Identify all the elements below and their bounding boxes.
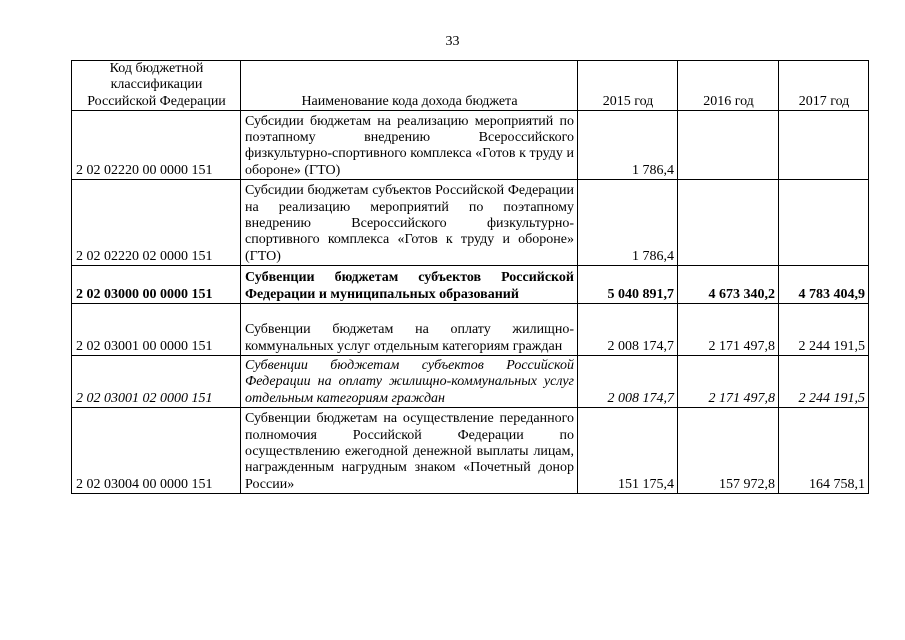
budget-revenue-table (71, 60, 869, 494)
budget-code-cell: 2 02 03001 00 0000 151 (72, 304, 241, 356)
table-row (72, 180, 869, 266)
income-name-cell: Субвенции бюджетам на оплату жилищно-коммунальных услуг отдельным категориям граждан (241, 304, 578, 356)
value-2017-cell (779, 111, 869, 180)
page-number: 33 (445, 34, 460, 49)
value-2016-cell: 4 673 340,2 (678, 266, 779, 304)
header-income-name: Наименование кода дохода бюджета (241, 61, 578, 111)
income-name-cell: Субвенции бюджетам субъектов Российской Федерации и муниципальных образований (241, 266, 578, 304)
header-year-2016: 2016 год (678, 61, 779, 111)
income-name-cell: Субвенции бюджетам на осуществление переданного полномочия Российской Федерации по осуществлению ежегодной денежной выплаты лицам, награжденным нагрудным знаком «Почетный донор России» (241, 408, 578, 494)
table-row (72, 304, 869, 356)
table-row (72, 111, 869, 180)
value-2017-cell: 2 244 191,5 (779, 304, 869, 356)
income-name-cell: Субсидии бюджетам на реализацию мероприятий по поэтапному внедрению Всероссийского физкультурно-спортивного комплекса «Готов к труду и обороне» (ГТО) (241, 111, 578, 180)
value-2015-cell: 1 786,4 (578, 180, 678, 266)
budget-code-cell: 2 02 03000 00 0000 151 (72, 266, 241, 304)
income-name-cell: Субсидии бюджетам субъектов Российской Федерации на реализацию мероприятий по поэтапному внедрению Всероссийского физкультурно-спортивного комплекса «Готов к труду и обороне» (ГТО) (241, 180, 578, 266)
value-2017-cell: 4 783 404,9 (779, 266, 869, 304)
value-2015-cell: 2 008 174,7 (578, 304, 678, 356)
value-2017-cell (779, 180, 869, 266)
header-year-2015: 2015 год (578, 61, 678, 111)
value-2016-cell: 157 972,8 (678, 408, 779, 494)
value-2015-cell: 1 786,4 (578, 111, 678, 180)
header-year-2017: 2017 год (779, 61, 869, 111)
table-row (72, 408, 869, 494)
value-2015-cell: 5 040 891,7 (578, 266, 678, 304)
value-2015-cell: 151 175,4 (578, 408, 678, 494)
budget-code-cell: 2 02 03001 02 0000 151 (72, 356, 241, 408)
value-2017-cell: 164 758,1 (779, 408, 869, 494)
budget-code-cell: 2 02 02220 00 0000 151 (72, 111, 241, 180)
table-row (72, 266, 869, 304)
value-2015-cell: 2 008 174,7 (578, 356, 678, 408)
value-2016-cell (678, 111, 779, 180)
value-2016-cell: 2 171 497,8 (678, 356, 779, 408)
value-2016-cell (678, 180, 779, 266)
budget-code-cell: 2 02 03004 00 0000 151 (72, 408, 241, 494)
budget-code-cell: 2 02 02220 02 0000 151 (72, 180, 241, 266)
header-budget-code: Код бюджетной классификации Российской Федерации (72, 61, 241, 111)
value-2017-cell: 2 244 191,5 (779, 356, 869, 408)
income-name-cell: Субвенции бюджетам субъектов Российской Федерации на оплату жилищно-коммунальных услуг отдельным категориям граждан (241, 356, 578, 408)
table-row (72, 356, 869, 408)
value-2016-cell: 2 171 497,8 (678, 304, 779, 356)
